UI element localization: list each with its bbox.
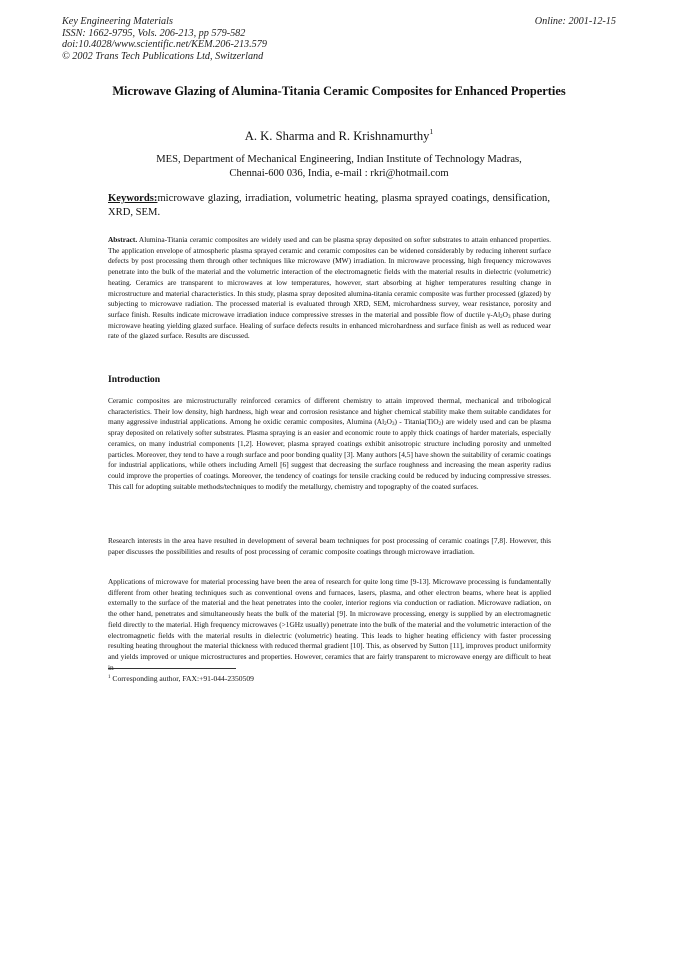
subscript: 2 [384,422,387,428]
paragraph [108,396,551,492]
doi-line: doi:10.4028/www.scientific.net/KEM.206-213.579 [62,39,267,51]
affiliation [80,153,598,181]
journal-name: Key Engineering Materials [62,16,173,27]
subscript: 3 [507,314,511,320]
paragraph-text: O [386,417,392,427]
paragraph-text: Ceramic composites are microstructurally reinforced ceramics of different chemistry to attain improved thermal, mechanical and tribological characteristics. Their low density, high hardness, high wear and corrosion resistance and higher chemical stability make them suitable candidates for many aggressive industrial applications. Among he oxidic ceramic composites, Alumina (Al [108,396,551,427]
journal-header [62,16,267,62]
footnote-marker: 1 [429,127,434,136]
affiliation-line-2: Chennai-600 036, India, e-mail : rkri@hotmail.com [229,168,449,179]
keywords [108,192,550,220]
paragraph-text: ) - Titania(TiO [394,417,439,427]
abstract-text: Alumina-Titania ceramic composites are widely used and can be plasma spray deposited on softer substrates to attain enhanced properties. The application envelope of atmospheric plasma sprayed ceramic and ceramic composites can be widened considerably by reducing inherent surface defects by post processing them through other techniques like microwave (MW) irradiation. In microwave processing, high frequency microwaves penetrate into the bulk of the material and the volumetric interaction of the electromagnetic fields with the material results in dielectric (volumetric) heating. Ceramics are transparent to microwaves at low temperatures, however, start absorbing at higher temperatures resulting change in microstructure and material characteristics. In this study, plasma spray deposited alumina-titania ceramic composite was further processed (glazed) by subjecting to microwave radiation. The processed material is evaluated through XRD, SEM, microhardness survey, wear resistance, porosity and surface finish. Results indicate microwave irradiation induce compressive stresses in the material and possible flow of ductile γ-Al [108,235,551,319]
subscript: 3 [391,422,395,428]
abstract-label: Abstract. [108,235,138,244]
paragraph: Applications of microwave for material processing have been the area of research for quite long time [9-13]. Microwave processing is fundamentally different from other heating techniques such as conventional ovens and furnaces, lasers, plasma, and other electron beams, where heat is applied externally to the surface of the material and the heat penetrates into the cooler, interior regions via conduction or radiation. Microwave radiation, on the other hand, penetrates and simultaneously heats the bulk of the material [9]. In microwave processing, energy is supplied by an electromagnetic field directly to the material. High frequency microwaves (>1GHz usually) penetrate into the bulk of the material and the volumetric interaction of the electromagnetic fields with the material results in dielectric (volumetric) heating. This leads to higher heating efficiency with faster processing resulting heating throughout the material thickness with reduced thermal gradient [10]. This, as observed by Sutton [11], improves product uniformity and yields improved or unique microstructures and properties. However, ceramics that are fairly transparent to microwave energy are difficult to heat in [108,577,551,672]
issn-line: ISSN: 1662-9795, Vols. 206-213, pp 579-582 [62,27,246,39]
paragraph-text: ) are widely used and can be plasma spray deposited on relatively softer substrates. Plasma spraying is an easier and economic route to apply thick coatings of harder materials, especially ceramics, on many industrial components [1,2]. However, plasma sprayed coatings exhibit anisotropic structure including porosity and unmelted particles. Moreover, they tend to have a rough surface and poor bonding quality [3]. Many authors [4,5] have shown the suitability of ceramic coatings for industrial applications, while others including Arnell [6] suggest that decreasing the surface roughness and increasing the mean asperity radius could improve the properties of coatings. Moreover, the tendency of coatings for tensile cracking could be reduced by inducing compressive stresses. This call for adopting suitable methods/techniques to modify the metallurgy, chemistry and topography of the coated surfaces. [108,417,551,491]
copyright-line: © 2002 Trans Tech Publications Ltd, Switzerland [62,50,264,62]
abstract [108,235,551,342]
abstract-text: O [502,309,508,319]
author-line [80,127,598,144]
footnote-rule [108,668,236,669]
section-heading-introduction: Introduction [108,374,161,385]
affiliation-line-1: MES, Department of Mechanical Engineering, Indian Institute of Technology Madras, [156,154,522,165]
paper-title: Microwave Glazing of Alumina-Titania Ceramic Composites for Enhanced Properties [112,84,566,98]
footnote [108,674,254,683]
footnote-text: Corresponding author, FAX:+91-044-2350509 [110,674,254,683]
author-names: A. K. Sharma and R. Krishnamurthy [244,129,430,143]
subscript: 2 [438,422,442,428]
subscript: 2 [500,314,503,320]
paragraph: Research interests in the area have resulted in development of several beam techniques for post processing of ceramic coatings [7,8]. However, this paper discusses the possibilities and results of post processing of ceramic composite coatings through microwave irradiation. [108,536,551,556]
online-date: Online: 2001-12-15 [534,16,616,27]
keywords-label: Keywords: [108,193,158,204]
keywords-text: microwave glazing, irradiation, volumetric heating, plasma sprayed coatings, densification, XRD, SEM. [108,193,550,218]
footnote-number: 1 [108,675,111,680]
abstract-text: phase during microwave heating yielding glazed surface. Healing of surface defects results in enhanced microhardness and surface finish as well as reduced wear rate of the glazed surface. Results are discussed. [108,309,551,341]
